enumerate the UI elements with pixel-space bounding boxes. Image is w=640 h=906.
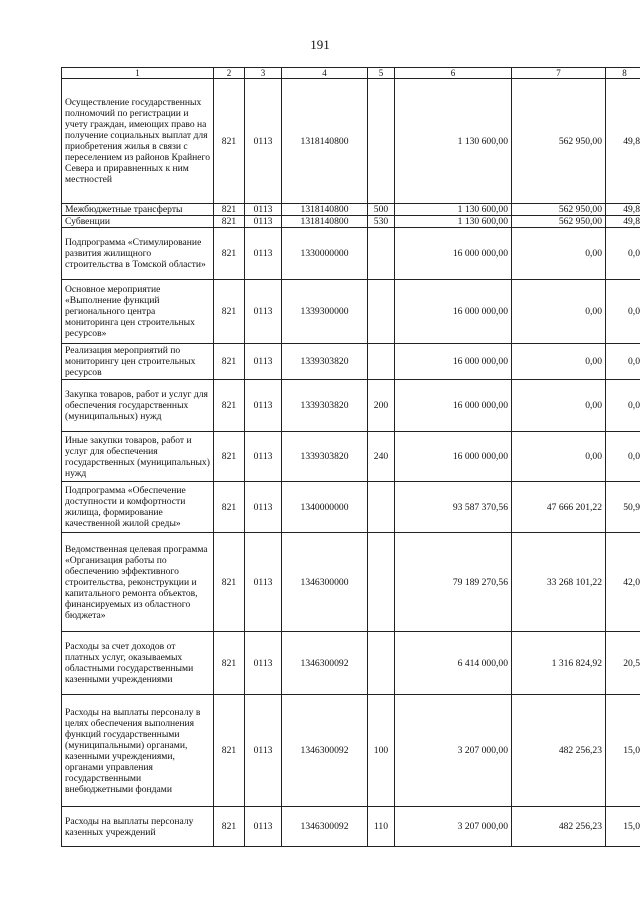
row-plan: 16 000 000,00 <box>395 432 512 482</box>
row-name: Расходы на выплаты персоналу в целях обеспечения выполнения функций государственными (муниципальными) органами, казенными учреждениями, органами управления государственными внебюджетными фондами <box>62 695 214 807</box>
row-percent: 50,9 <box>606 482 640 533</box>
table-row <box>62 280 640 344</box>
header-cell: 3 <box>245 68 282 79</box>
row-grbs: 821 <box>214 533 245 632</box>
row-target: 1330000000 <box>282 228 368 280</box>
row-executed: 0,00 <box>512 228 606 280</box>
row-plan: 1 130 600,00 <box>395 79 512 204</box>
row-plan: 79 189 270,56 <box>395 533 512 632</box>
row-grbs: 821 <box>214 280 245 344</box>
row-vr: 530 <box>368 216 395 228</box>
table-row <box>62 632 640 695</box>
table-row <box>62 807 640 847</box>
row-executed: 482 256,23 <box>512 695 606 807</box>
row-vr: 240 <box>368 432 395 482</box>
row-plan: 16 000 000,00 <box>395 380 512 432</box>
row-plan: 16 000 000,00 <box>395 280 512 344</box>
row-name: Реализация мероприятий по мониторингу цен строительных ресурсов <box>62 344 214 380</box>
row-executed: 562 950,00 <box>512 79 606 204</box>
row-percent: 49,8 <box>606 79 640 204</box>
row-plan: 6 414 000,00 <box>395 632 512 695</box>
header-cell: 2 <box>214 68 245 79</box>
row-grbs: 821 <box>214 632 245 695</box>
row-vr: 200 <box>368 380 395 432</box>
table-row <box>62 344 640 380</box>
row-percent: 0,0 <box>606 280 640 344</box>
row-plan: 3 207 000,00 <box>395 807 512 847</box>
row-vr: 500 <box>368 204 395 216</box>
row-name: Осуществление государственных полномочий по регистрации и учету граждан, имеющих право на получение социальных выплат для приобретения жилья в связи с переселением из районов Крайнего Севера и приравненных к ним местностей <box>62 79 214 204</box>
row-grbs: 821 <box>214 216 245 228</box>
row-section: 0113 <box>245 432 282 482</box>
row-section: 0113 <box>245 344 282 380</box>
row-name: Ведомственная целевая программа «Организация работы по обеспечению эффективного строительства, реконструкции и капитального ремонта объектов, финансируемых из областного бюджета» <box>62 533 214 632</box>
row-grbs: 821 <box>214 344 245 380</box>
row-percent: 0,0 <box>606 228 640 280</box>
row-target: 1346300092 <box>282 695 368 807</box>
row-vr <box>368 228 395 280</box>
header-cell: 8 <box>606 68 640 79</box>
row-executed: 0,00 <box>512 380 606 432</box>
row-grbs: 821 <box>214 79 245 204</box>
row-name: Подпрограмма «Стимулирование развития жилищного строительства в Томской области» <box>62 228 214 280</box>
row-section: 0113 <box>245 280 282 344</box>
header-cell: 1 <box>62 68 214 79</box>
row-percent: 20,5 <box>606 632 640 695</box>
table-row <box>62 432 640 482</box>
table-row <box>62 533 640 632</box>
table-row <box>62 216 640 228</box>
row-name: Подпрограмма «Обеспечение доступности и комфортности жилища, формирование качественной жилой среды» <box>62 482 214 533</box>
row-section: 0113 <box>245 695 282 807</box>
row-percent: 49,8 <box>606 204 640 216</box>
row-percent: 0,0 <box>606 432 640 482</box>
row-target: 1318140800 <box>282 204 368 216</box>
row-grbs: 821 <box>214 380 245 432</box>
row-plan: 1 130 600,00 <box>395 216 512 228</box>
table-row <box>62 79 640 204</box>
table-row <box>62 695 640 807</box>
row-section: 0113 <box>245 204 282 216</box>
row-section: 0113 <box>245 228 282 280</box>
page-number: 191 <box>310 37 330 52</box>
row-target: 1318140800 <box>282 79 368 204</box>
row-section: 0113 <box>245 482 282 533</box>
row-name: Субвенции <box>62 216 214 228</box>
table-row <box>62 228 640 280</box>
row-vr <box>368 632 395 695</box>
row-percent: 15,0 <box>606 807 640 847</box>
row-plan: 1 130 600,00 <box>395 204 512 216</box>
header-cell: 4 <box>282 68 368 79</box>
row-executed: 0,00 <box>512 432 606 482</box>
row-plan: 3 207 000,00 <box>395 695 512 807</box>
row-target: 1339303820 <box>282 432 368 482</box>
row-percent: 49,8 <box>606 216 640 228</box>
row-section: 0113 <box>245 807 282 847</box>
row-plan: 16 000 000,00 <box>395 228 512 280</box>
table-row <box>62 482 640 533</box>
row-executed: 1 316 824,92 <box>512 632 606 695</box>
table-row <box>62 204 640 216</box>
row-executed: 47 666 201,22 <box>512 482 606 533</box>
row-name: Иные закупки товаров, работ и услуг для обеспечения государственных (муниципальных) нужд <box>62 432 214 482</box>
row-target: 1346300092 <box>282 807 368 847</box>
row-name: Расходы на выплаты персоналу казенных учреждений <box>62 807 214 847</box>
row-grbs: 821 <box>214 482 245 533</box>
row-target: 1346300000 <box>282 533 368 632</box>
table-row <box>62 380 640 432</box>
row-percent: 15,0 <box>606 695 640 807</box>
row-vr <box>368 79 395 204</box>
row-executed: 0,00 <box>512 280 606 344</box>
row-target: 1340000000 <box>282 482 368 533</box>
header-row <box>62 68 640 79</box>
row-grbs: 821 <box>214 807 245 847</box>
row-section: 0113 <box>245 380 282 432</box>
row-vr <box>368 482 395 533</box>
budget-table <box>61 67 640 847</box>
row-percent: 0,0 <box>606 380 640 432</box>
row-plan: 93 587 370,56 <box>395 482 512 533</box>
row-vr <box>368 344 395 380</box>
row-percent: 42,0 <box>606 533 640 632</box>
row-grbs: 821 <box>214 204 245 216</box>
row-executed: 33 268 101,22 <box>512 533 606 632</box>
row-grbs: 821 <box>214 228 245 280</box>
row-vr <box>368 280 395 344</box>
row-grbs: 821 <box>214 695 245 807</box>
row-target: 1339303820 <box>282 344 368 380</box>
row-target: 1318140800 <box>282 216 368 228</box>
row-name: Закупка товаров, работ и услуг для обеспечения государственных (муниципальных) нужд <box>62 380 214 432</box>
row-executed: 0,00 <box>512 344 606 380</box>
row-vr: 100 <box>368 695 395 807</box>
row-section: 0113 <box>245 632 282 695</box>
row-name: Расходы за счет доходов от платных услуг, оказываемых областными государственными казенными учреждениями <box>62 632 214 695</box>
row-target: 1339300000 <box>282 280 368 344</box>
row-executed: 562 950,00 <box>512 216 606 228</box>
row-grbs: 821 <box>214 432 245 482</box>
row-executed: 562 950,00 <box>512 204 606 216</box>
header-cell: 7 <box>512 68 606 79</box>
row-plan: 16 000 000,00 <box>395 344 512 380</box>
row-section: 0113 <box>245 216 282 228</box>
row-name: Межбюджетные трансферты <box>62 204 214 216</box>
row-section: 0113 <box>245 79 282 204</box>
row-target: 1339303820 <box>282 380 368 432</box>
row-executed: 482 256,23 <box>512 807 606 847</box>
row-vr <box>368 533 395 632</box>
row-target: 1346300092 <box>282 632 368 695</box>
header-cell: 5 <box>368 68 395 79</box>
header-cell: 6 <box>395 68 512 79</box>
row-percent: 0,0 <box>606 344 640 380</box>
row-section: 0113 <box>245 533 282 632</box>
row-name: Основное мероприятие «Выполнение функций регионального центра мониторинга цен строительных ресурсов» <box>62 280 214 344</box>
row-vr: 110 <box>368 807 395 847</box>
